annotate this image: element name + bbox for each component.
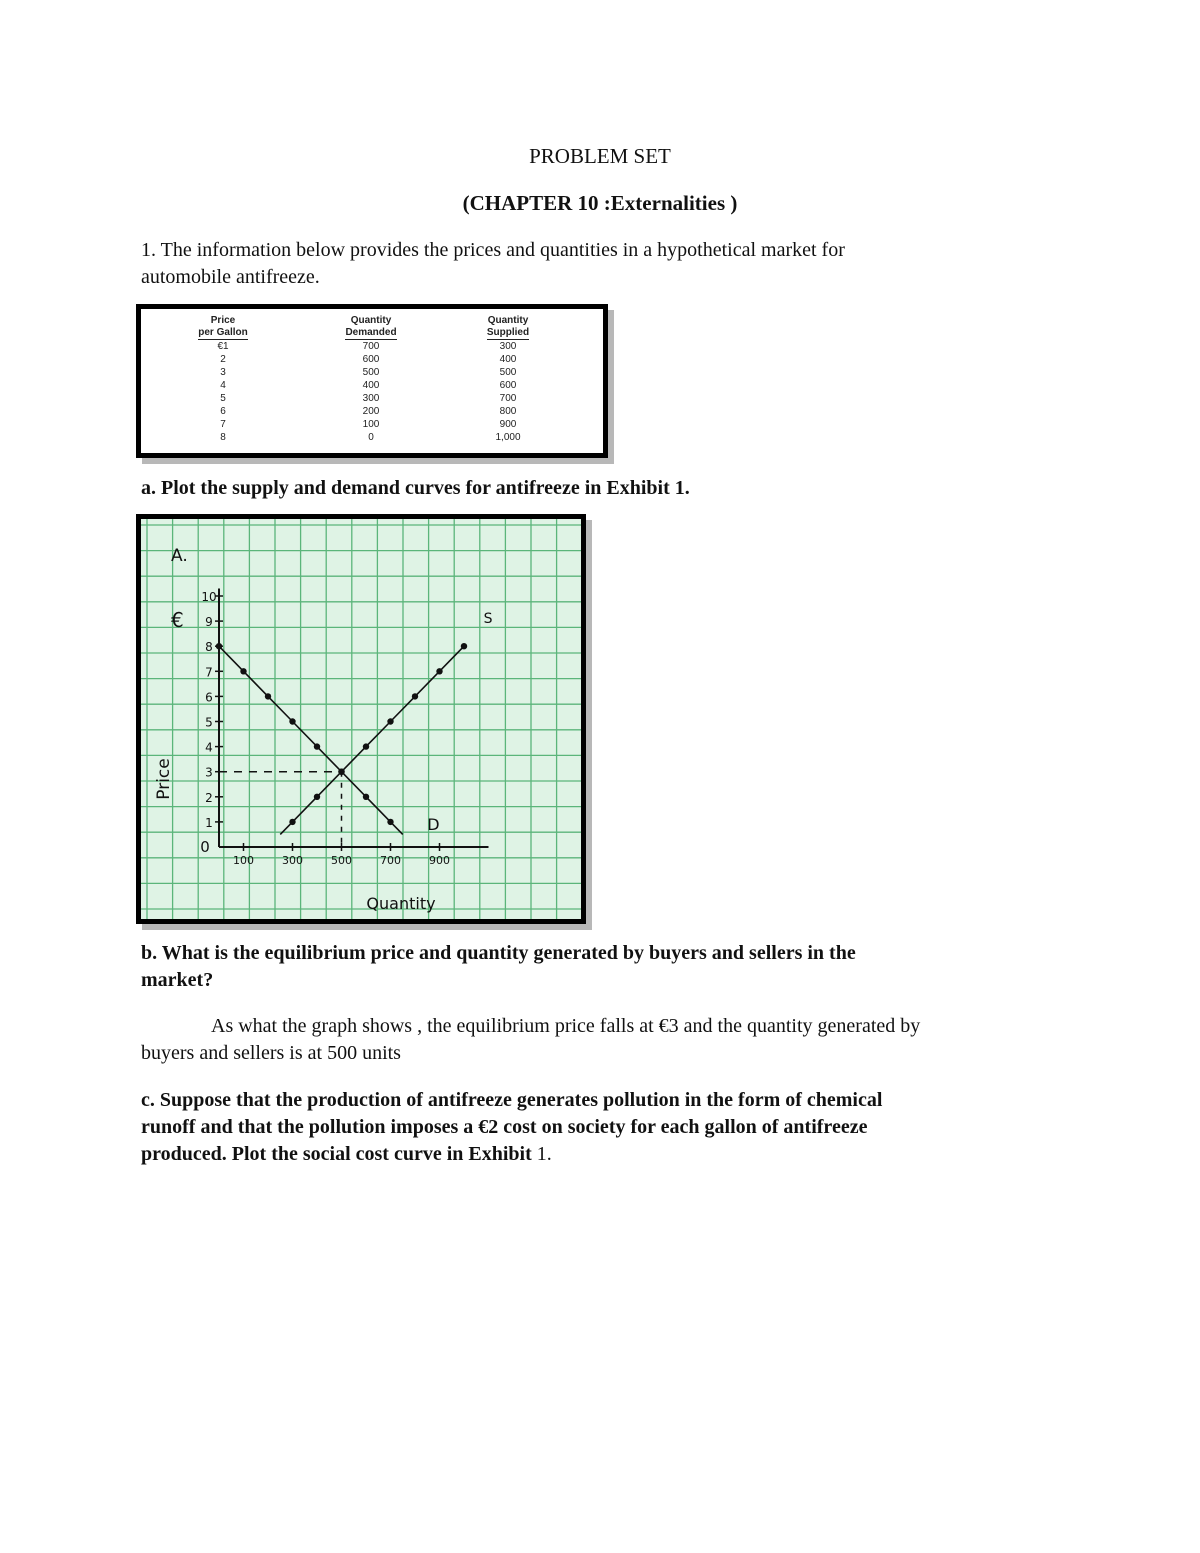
data-point-s [436, 668, 442, 674]
x-tick-label: 900 [429, 854, 450, 867]
table-row [179, 418, 541, 431]
y-axis-title: Price [154, 758, 174, 800]
table-row [179, 379, 541, 392]
question-b [141, 940, 1061, 994]
table-row [179, 340, 541, 353]
y-tick-label: 8 [205, 640, 213, 655]
data-table-figure [136, 304, 608, 458]
table-header-1-line-2: Demanded [345, 327, 397, 338]
table-row [179, 405, 541, 418]
y-tick-label: 5 [205, 715, 213, 730]
chapter-heading: (CHAPTER 10 :Externalities ) [462, 191, 738, 215]
y-tick-label: 4 [205, 740, 213, 755]
y-tick-label: 0 [200, 838, 210, 856]
table-cell: 900 [499, 419, 517, 430]
data-point-s [412, 693, 418, 699]
x-tick-label: 300 [282, 854, 303, 867]
answer-b-line-2: buyers and sellers is at 500 units [141, 1042, 401, 1064]
y-tick-label: 1 [205, 815, 213, 830]
question-a: a. Plot the supply and demand curves for antifreeze in Exhibit 1. [141, 477, 690, 499]
table-cell: 3 [220, 367, 226, 378]
question-1-line-1: 1. The information below provides the prices and quantities in a hypothetical market for [141, 239, 845, 261]
y-tick-label: 6 [205, 690, 213, 705]
data-point-d [240, 668, 246, 674]
question-1 [141, 237, 1061, 291]
currency-label: € [171, 608, 184, 632]
series-label-d: D [427, 814, 440, 834]
data-point-d [216, 643, 222, 649]
x-tick-label: 700 [380, 854, 401, 867]
table-cell: 6 [220, 406, 226, 417]
question-b-line-2: market? [141, 969, 214, 991]
table-cell: 7 [220, 419, 226, 430]
data-point-s [461, 643, 467, 649]
question-c [141, 1087, 1061, 1168]
table-cell: 700 [362, 341, 380, 352]
question-c-line-1: c. Suppose that the production of antifreeze generates pollution in the form of chemical [141, 1089, 883, 1111]
table-cell: 300 [499, 341, 517, 352]
exhibit-1-graph [136, 514, 586, 924]
question-c-line-2: runoff and that the pollution imposes a €2 cost on society for each gallon of antifreeze [141, 1116, 868, 1138]
table-row [179, 366, 541, 379]
table-row [179, 392, 541, 405]
table-cell: 400 [499, 354, 517, 365]
table-row [179, 353, 541, 366]
data-point-d [363, 794, 369, 800]
table-cell: €1 [217, 341, 229, 352]
table-cell: 100 [362, 419, 380, 430]
table-cell: 200 [362, 406, 380, 417]
table-cell: 2 [220, 354, 226, 365]
question-c-line-3-text: produced. Plot the social cost curve in Exhibit [141, 1143, 532, 1165]
x-axis-title: Quantity [366, 894, 436, 913]
data-point-s [314, 794, 320, 800]
x-tick-label: 100 [233, 854, 254, 867]
table-cell: 0 [368, 432, 374, 443]
data-point-d [314, 743, 320, 749]
table-cell: 500 [499, 367, 517, 378]
table-cell: 1,000 [495, 432, 521, 443]
table-cell: 400 [362, 380, 380, 391]
y-tick-label: 9 [205, 615, 213, 630]
question-c-line-3 [141, 1141, 1061, 1168]
panel-label: A. [171, 546, 188, 566]
data-point-s [363, 743, 369, 749]
page-title: PROBLEM SET [529, 144, 671, 168]
data-point-s [387, 718, 393, 724]
data-point-s [338, 769, 344, 775]
table-cell: 600 [499, 380, 517, 391]
y-tick-label: 3 [205, 765, 213, 780]
x-tick-label: 500 [331, 854, 352, 867]
table-header-0-line-2: per Gallon [198, 327, 248, 338]
table-cell: 8 [220, 432, 226, 443]
table-cell: 4 [220, 380, 226, 391]
table-cell: 700 [499, 393, 517, 404]
table-header-2-line-1: Quantity [487, 315, 529, 326]
answer-b-line-1: As what the graph shows , the equilibrium price falls at €3 and the quantity generated by [211, 1015, 921, 1037]
table-header-1-line-1: Quantity [350, 315, 392, 326]
table-cell: 300 [362, 393, 380, 404]
table-header-2-line-2: Supplied [486, 327, 530, 338]
supply-demand-chart [141, 519, 581, 919]
question-c-line-3-tail: 1. [531, 1143, 552, 1165]
question-b-line-1: b. What is the equilibrium price and quantity generated by buyers and sellers in the [141, 942, 856, 964]
y-tick-label: 10 [201, 590, 217, 604]
question-1-line-2: automobile antifreeze. [141, 266, 320, 288]
table-row [179, 431, 541, 444]
y-tick-label: 7 [205, 665, 213, 680]
data-point-d [265, 693, 271, 699]
table-cell: 5 [220, 393, 226, 404]
table-cell: 500 [362, 367, 380, 378]
answer-b [141, 1013, 1071, 1067]
table-header-0-line-1: Price [210, 315, 236, 326]
series-label-s: S [483, 611, 493, 628]
y-tick-label: 2 [205, 790, 213, 805]
table-cell: 800 [499, 406, 517, 417]
table-cell: 600 [362, 354, 380, 365]
data-point-d [289, 718, 295, 724]
price-quantity-table [179, 315, 541, 444]
